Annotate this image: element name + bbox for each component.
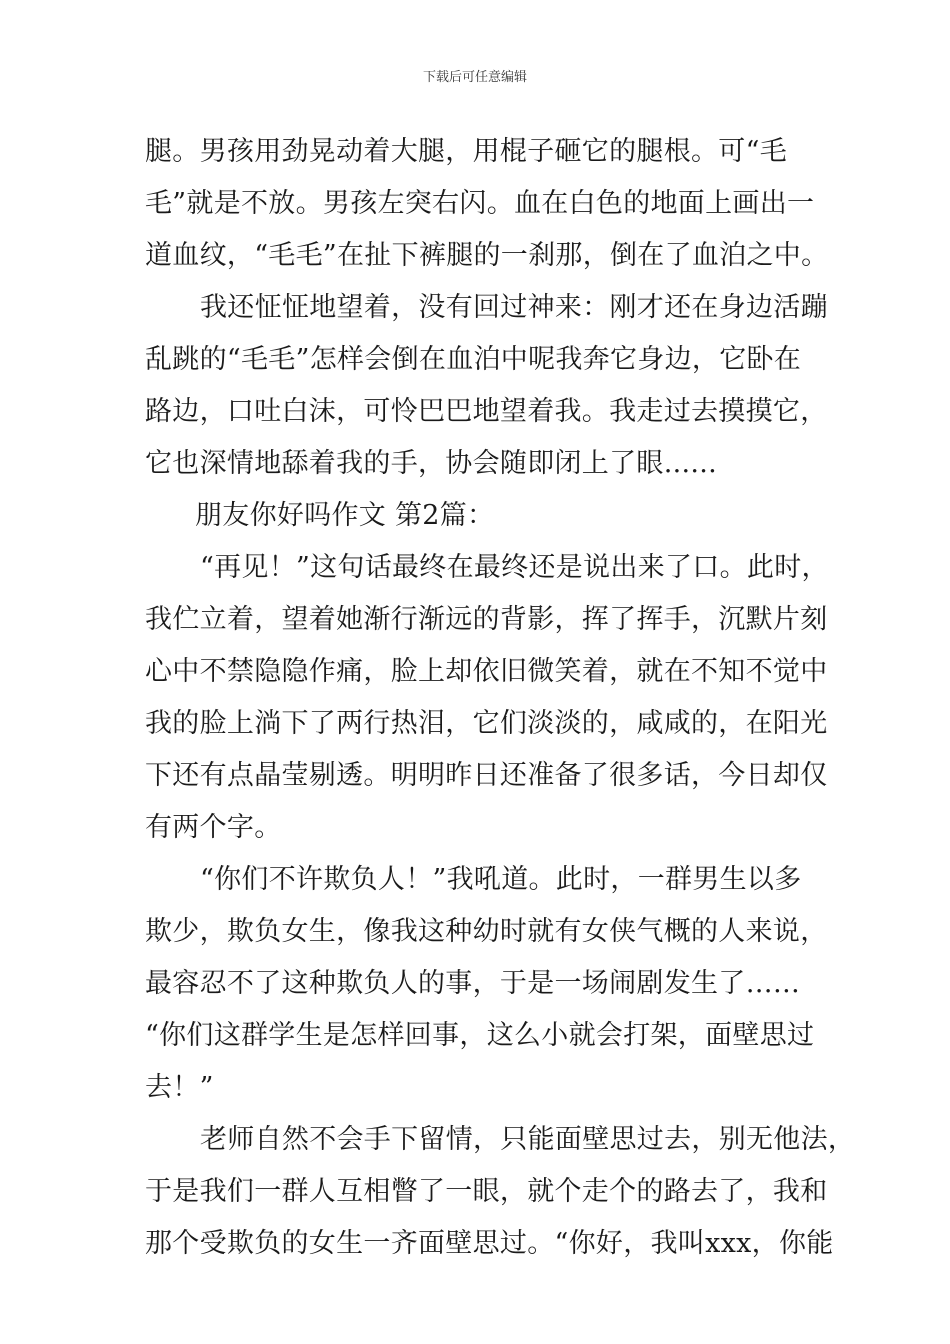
paragraph-start-line: 老师自然不会手下留情，只能面壁思过去，别无他法， [200,1124,856,1155]
text-line: 路边，口吐白沫，可怜巴巴地望着我。我走过去摸摸它， [145,396,828,427]
text-line: 乱跳的“毛毛”怎样会倒在血泊中呢我奔它身边，它卧在 [145,344,802,375]
section-heading: 朋友你好吗作文 第2篇： [195,500,495,531]
page-header: 下载后可任意编辑 [422,70,527,85]
text-line: 那个受欺负的女生一齐面壁思过。“你好，我叫xxx，你能 [145,1228,834,1259]
paragraph-start-line: “再见！”这句话最终在最终还是说出来了口。此时， [200,552,829,583]
text-line: 它也深情地舔着我的手，协会随即闭上了眼...... [145,448,717,479]
text-line: “你们这群学生是怎样回事，这么小就会打架，面壁思过 [145,1020,815,1051]
text-line: 欺少，欺负女生，像我这种幼时就有女侠气概的人来说， [145,916,828,947]
paragraph-start-line: 我还怔怔地望着，没有回过神来：刚才还在身边活蹦 [200,292,828,323]
text-line: 于是我们一群人互相瞥了一眼，就个走个的路去了，我和 [145,1176,828,1207]
text-line: 去！” [145,1072,214,1103]
text-line: 心中不禁隐隐作痛，脸上却依旧微笑着，就在不知不觉中 [145,656,828,687]
text-line: 有两个字。 [145,812,282,843]
paragraph-start-line: “你们不许欺负人！”我吼道。此时，一群男生以多 [200,864,802,895]
text-line: 道血纹，“毛毛”在扯下裤腿的一刹那，倒在了血泊之中。 [145,240,829,271]
text-line: 我伫立着，望着她渐行渐远的背影，挥了挥手，沉默片刻 [145,604,828,635]
text-line: 最容忍不了这种欺负人的事，于是一场闹剧发生了…… [145,968,801,999]
text-line: 下还有点晶莹剔透。明明昨日还准备了很多话，今日却仅 [145,760,828,791]
text-line: 毛”就是不放。男孩左突右闪。血在白色的地面上画出一 [145,188,815,219]
text-line: 我的脸上淌下了两行热泪，它们淡淡的，咸咸的，在阳光 [145,708,828,739]
document-body [145,126,856,1270]
text-line: 腿。男孩用劲晃动着大腿，用棍子砸它的腿根。可“毛 [145,136,788,167]
